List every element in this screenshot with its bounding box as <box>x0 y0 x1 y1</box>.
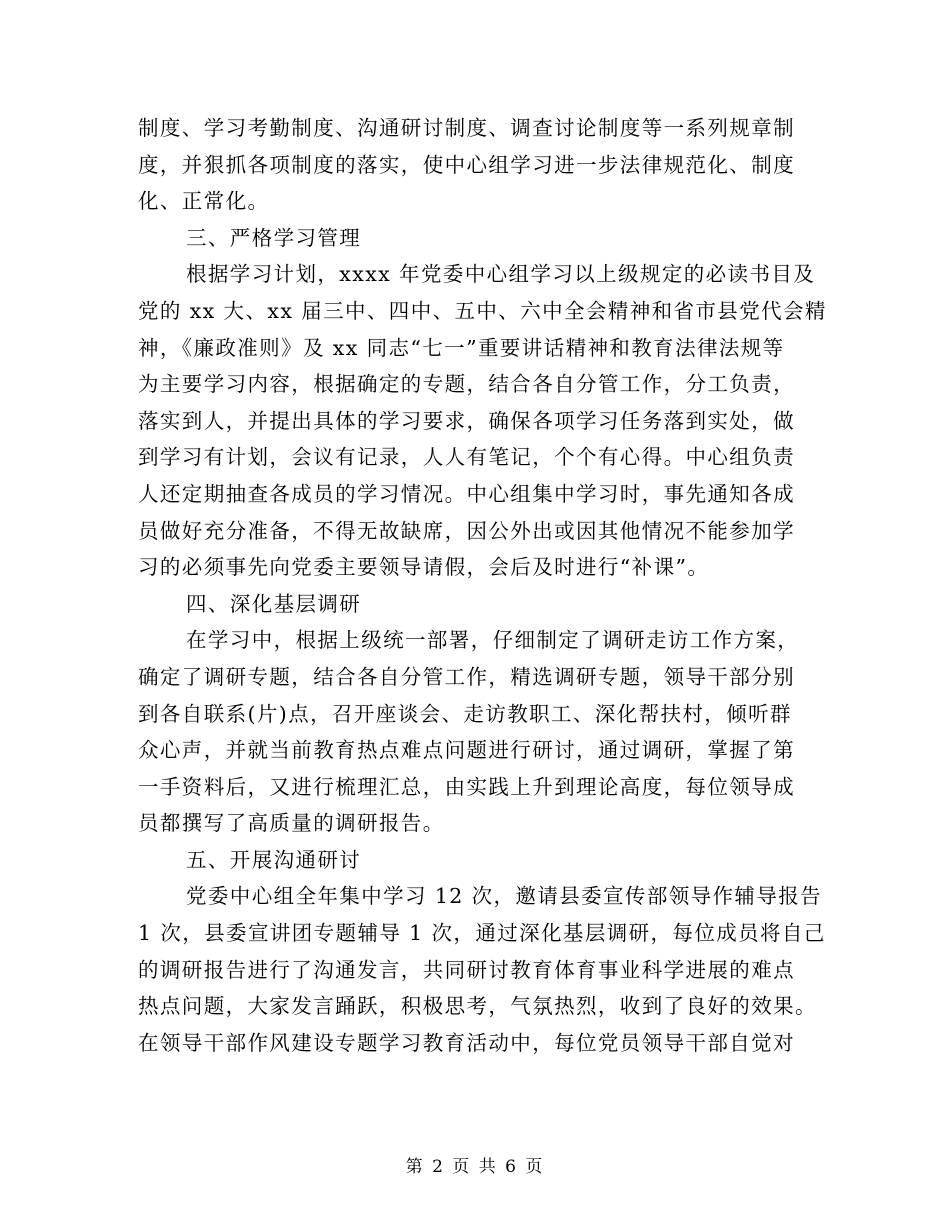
paragraph-continuation <box>138 110 808 220</box>
text-line: 在领导干部作风建设专题学习教育活动中，每位党员领导干部自觉对 <box>138 1030 795 1055</box>
text-line: 确定了调研专题，结合各自分管工作，精选调研专题，领导干部分别 <box>138 664 795 689</box>
text-line: 化、正常化。 <box>138 189 270 214</box>
text-line: 神，《廉政准则》及 xx 同志“七一”重要讲话精神和教育法律法规等 <box>138 335 785 360</box>
paragraph <box>138 622 808 842</box>
text-line: 热点问题，大家发言踊跃，积极思考，气氛热烈，收到了良好的效果。 <box>138 994 817 1019</box>
text-line: 员做好充分准备，不得无故缺席，因公外出或因其他情况不能参加学 <box>138 518 795 543</box>
paragraph <box>138 878 826 1061</box>
text-line: 党委中心组全年集中学习 12 次，邀请县委宣传部领导作辅导报告 <box>186 884 823 909</box>
text-line: 落实到人，并提出具体的学习要求，确保各项学习任务落到实处，做 <box>138 408 795 433</box>
text-line: 员都撰写了高质量的调研报告。 <box>138 811 445 836</box>
text-line: 度，并狠抓各项制度的落实，使中心组学习进一步法律规范化、制度 <box>138 152 795 177</box>
text-line: 根据学习计划，xxxx 年党委中心组学习以上级规定的必读书目及 <box>186 262 816 287</box>
text-line: 的调研报告进行了沟通发言，共同研讨教育体育事业科学进展的难点 <box>138 957 795 982</box>
text-line: 在学习中，根据上级统一部署，仔细制定了调研走访工作方案， <box>186 628 800 653</box>
text-line: 党的 xx 大、xx 届三中、四中、五中、六中全会精神和省市县党代会精 <box>138 298 827 323</box>
section-heading: 四、深化基层调研 <box>186 591 362 616</box>
page-number-footer: 第 2 页 共 6 页 <box>405 1157 545 1177</box>
section-heading: 五、开展沟通研讨 <box>186 847 362 872</box>
text-line: 到各自联系(片)点，召开座谈会、走访教职工、深化帮扶村，倾听群 <box>138 701 792 726</box>
text-line: 1 次，县委宣讲团专题辅导 1 次，通过深化基层调研，每位成员将自己 <box>138 921 826 946</box>
text-line: 习的必须事先向党委主要领导请假，会后及时进行“补课”。 <box>138 555 710 580</box>
text-line: 到学习有计划，会议有记录，人人有笔记，个个有心得。中心组负责 <box>138 445 795 470</box>
document-body <box>138 110 827 1061</box>
text-line: 制度、学习考勤制度、沟通研讨制度、调查讨论制度等一系列规章制 <box>138 116 795 140</box>
text-line: 为主要学习内容，根据确定的专题，结合各自分管工作，分工负责， <box>138 372 795 397</box>
text-line: 众心声，并就当前教育热点难点问题进行研讨，通过调研，掌握了第 <box>138 738 795 763</box>
paragraph <box>138 256 827 585</box>
section-heading: 三、严格学习管理 <box>186 225 362 250</box>
text-line: 一手资料后，又进行梳理汇总，由实践上升到理论高度，每位领导成 <box>138 774 795 799</box>
text-line: 人还定期抽查各成员的学习情况。中心组集中学习时，事先通知各成 <box>138 481 795 506</box>
